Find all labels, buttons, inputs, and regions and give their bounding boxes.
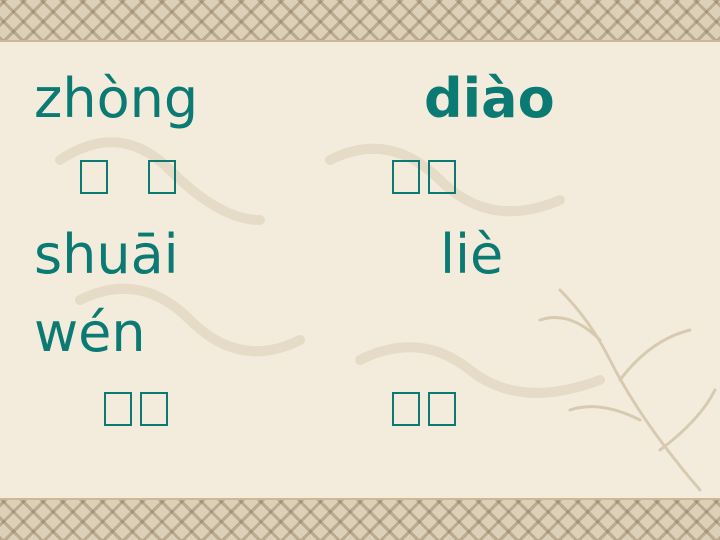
- decorative-border-top: [0, 0, 720, 42]
- pinyin-diao: diào: [424, 67, 555, 130]
- blank-box: [428, 160, 456, 194]
- decorative-border-bottom: [0, 498, 720, 540]
- blank-box: [392, 160, 420, 194]
- blank-boxes-1: [80, 160, 184, 200]
- blank-boxes-4: [392, 392, 464, 432]
- blank-box: [104, 392, 132, 426]
- pinyin-shuai: shuāi: [34, 223, 179, 286]
- blank-box: [80, 160, 108, 194]
- pinyin-zhong: zhòng: [34, 67, 199, 130]
- blank-boxes-3: [104, 392, 176, 432]
- blank-box: [140, 392, 168, 426]
- blank-box: [148, 160, 176, 194]
- pinyin-lie: liè: [440, 223, 504, 286]
- blank-boxes-2: [392, 160, 464, 200]
- pinyin-wen: wén: [34, 301, 146, 364]
- blank-box: [392, 392, 420, 426]
- blank-box: [428, 392, 456, 426]
